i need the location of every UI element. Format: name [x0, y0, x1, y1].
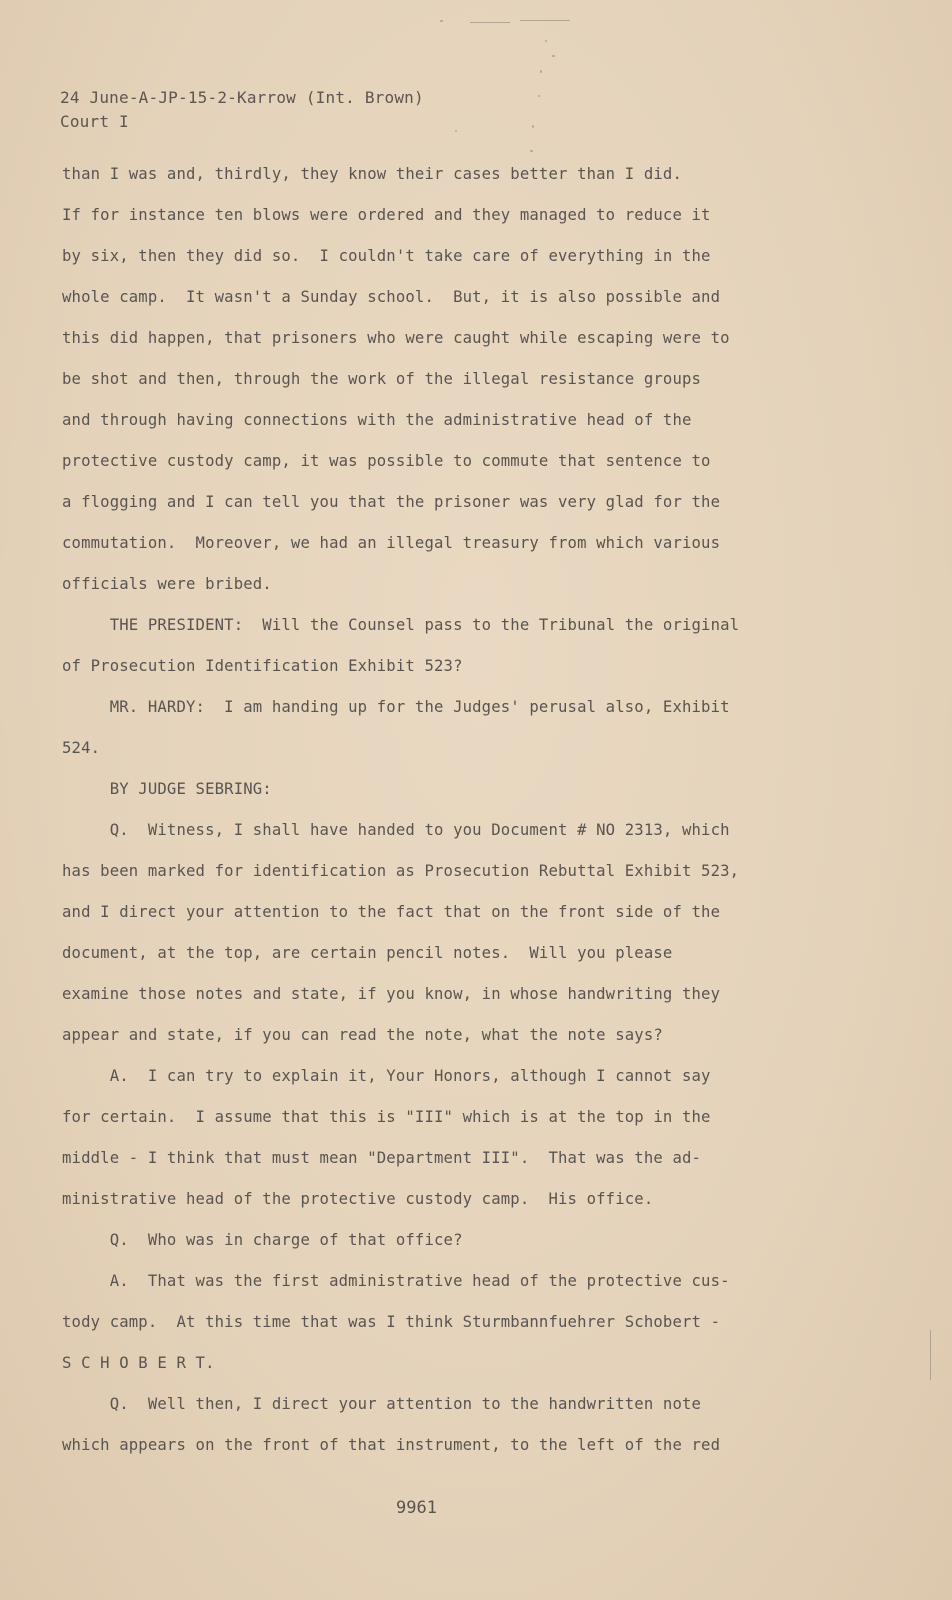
transcript-line: MR. HARDY: I am handing up for the Judges' perusal also, Exhibit	[62, 698, 730, 716]
document-header	[60, 86, 424, 134]
transcript-line: A. That was the first administrative head of the protective cus-	[62, 1272, 730, 1290]
transcript-line: tody camp. At this time that was I think Sturmbannfuehrer Schobert -	[62, 1313, 721, 1331]
transcript-line: which appears on the front of that instrument, to the left of the red	[62, 1436, 721, 1454]
transcript-line: If for instance ten blows were ordered and they managed to reduce it	[62, 206, 711, 224]
header-court-line: Court I	[60, 112, 129, 131]
transcript-line: Q. Witness, I shall have handed to you Document # NO 2313, which	[62, 821, 730, 839]
transcript-line: commutation. Moreover, we had an illegal treasury from which various	[62, 534, 721, 552]
transcript-line: document, at the top, are certain pencil notes. Will you please	[62, 944, 673, 962]
transcript-line: of Prosecution Identification Exhibit 523?	[62, 657, 463, 675]
transcript-line: for certain. I assume that this is "III" which is at the top in the	[62, 1108, 711, 1126]
transcript-line: protective custody camp, it was possible to commute that sentence to	[62, 452, 711, 470]
transcript-line: be shot and then, through the work of the illegal resistance groups	[62, 370, 702, 388]
transcript-line: officials were bribed.	[62, 575, 272, 593]
transcript-line: Q. Well then, I direct your attention to the handwritten note	[62, 1395, 702, 1413]
transcript-line: examine those notes and state, if you know, in whose handwriting they	[62, 985, 721, 1003]
transcript-line: middle - I think that must mean "Department III". That was the ad-	[62, 1149, 702, 1167]
transcript-line: this did happen, that prisoners who were caught while escaping were to	[62, 329, 730, 347]
transcript-line: by six, then they did so. I couldn't take care of everything in the	[62, 247, 711, 265]
transcript-line: Q. Who was in charge of that office?	[62, 1231, 463, 1249]
transcript-line: a flogging and I can tell you that the prisoner was very glad for the	[62, 493, 721, 511]
transcript-line: S C H O B E R T.	[62, 1354, 215, 1372]
transcript-line: ministrative head of the protective custody camp. His office.	[62, 1190, 654, 1208]
transcript-line: appear and state, if you can read the note, what the note says?	[62, 1026, 663, 1044]
transcript-line: than I was and, thirdly, they know their cases better than I did.	[62, 165, 682, 183]
transcript-line: 524.	[62, 739, 101, 757]
page-number: 9961	[396, 1498, 437, 1518]
transcript-line: whole camp. It wasn't a Sunday school. But, it is also possible and	[62, 288, 721, 306]
transcript-line: BY JUDGE SEBRING:	[62, 780, 272, 798]
transcript-line: A. I can try to explain it, Your Honors, although I cannot say	[62, 1067, 711, 1085]
transcript-line: and I direct your attention to the fact that on the front side of the	[62, 903, 721, 921]
header-session-line: 24 June-A-JP-15-2-Karrow (Int. Brown)	[60, 88, 424, 107]
transcript-line: and through having connections with the administrative head of the	[62, 411, 692, 429]
transcript-line: THE PRESIDENT: Will the Counsel pass to the Tribunal the original	[62, 616, 740, 634]
transcript-line: has been marked for identification as Prosecution Rebuttal Exhibit 523,	[62, 862, 740, 880]
